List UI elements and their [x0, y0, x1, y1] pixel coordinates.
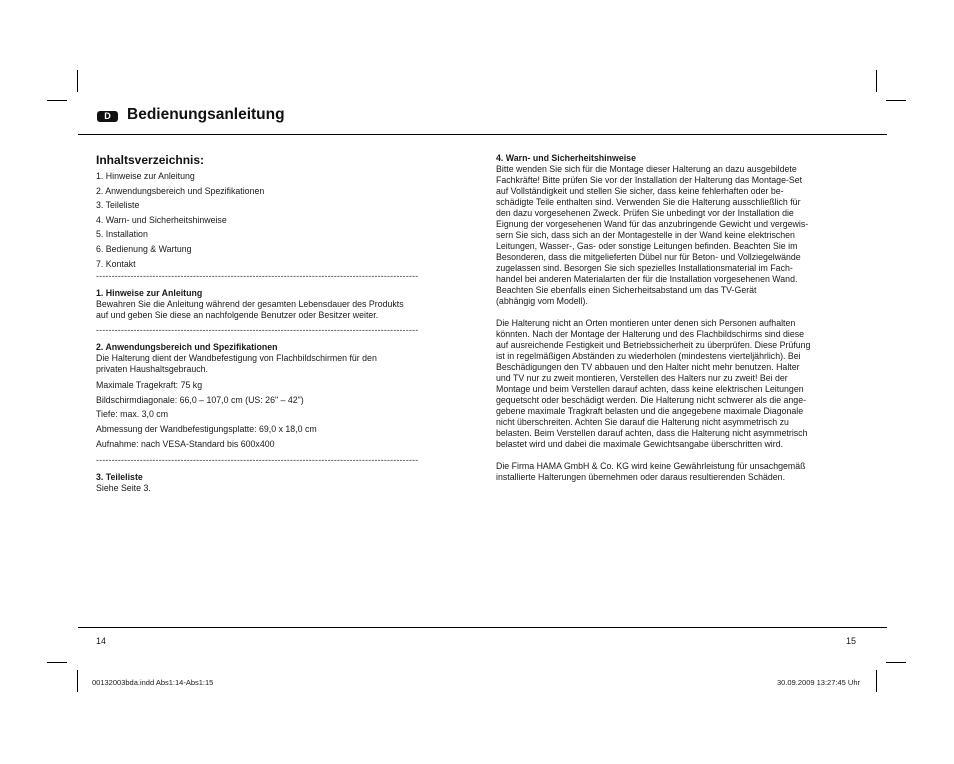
- print-slug-file: 00132003bda.indd Abs1:14-Abs1:15: [92, 678, 214, 687]
- page-number-right: 15: [846, 636, 857, 646]
- separator-line: -------------------------------------------------------------------------------------------------------: [96, 455, 419, 466]
- section-text: Bewahren Sie die Anleitung während der gesamten Lebensdauer des Produkts auf und geben Sie diese an nachfolgende Benutzer oder Besitzer weiter.: [96, 299, 404, 321]
- separator-line: -------------------------------------------------------------------------------------------------------: [96, 325, 419, 336]
- language-badge: D: [97, 111, 118, 122]
- crop-mark: [886, 100, 906, 101]
- safety-paragraph: Die Halterung nicht an Orten montieren unter denen sich Personen aufhalten könnten. Nach der Montage der Halterung und des Flachbildschirms sind diese auf ausreichende Festigkeit und Betriebssicherheit zu überprüfen. Diese Prüfung ist in regelmäßigen Abständen zu wiederholen (mindestens vierteljährlich). Bei Beschädigungen den TV abbauen und den Halter nicht mehr benutzen. Halter und TV nur zu zweit montieren, Verstellen des Halters nur zu zweit! Bei der Montage und beim Verstellen darauf achten, dass keine elektrischen Leitungen gequetscht oder beschädigt werden. Die Halterung nicht schwerer als die ange- gebene maximale Tragkraft belasten und die angegebene maximale Diagonale nicht überschreiten. Achten Sie darauf die Halterung nicht asymmetrisch zu belasten. Beim Verstellen darauf achten, dass die Halterung nicht asymmetrisch belastet wird und dabei die maximale Gewichtsangabe überschritten wird.: [496, 318, 811, 449]
- crop-mark: [886, 662, 906, 663]
- section-title: 2. Anwendungsbereich und Spezifikationen: [96, 342, 278, 353]
- toc-list: [96, 169, 456, 271]
- spec-line: Maximale Tragekraft: 75 kg: [96, 380, 203, 391]
- section-title: 4. Warn- und Sicherheitshinweise: [496, 153, 636, 163]
- crop-mark: [876, 670, 877, 692]
- crop-mark: [77, 670, 78, 692]
- footer-rule: [78, 627, 887, 628]
- toc-item: 4. Warn- und Sicherheitshinweise: [96, 214, 227, 225]
- print-slug-timestamp: 30.09.2009 13:27:45 Uhr: [777, 678, 860, 687]
- right-column: [496, 153, 866, 483]
- crop-mark: [47, 100, 67, 101]
- toc-item: 7. Kontakt: [96, 258, 136, 269]
- spec-line: Aufnahme: nach VESA-Standard bis 600x400: [96, 438, 275, 449]
- page-number-left: 14: [96, 636, 107, 646]
- crop-mark: [876, 70, 877, 92]
- spec-line: Tiefe: max. 3,0 cm: [96, 409, 169, 420]
- crop-mark: [77, 70, 78, 92]
- toc-item: 3. Teileliste: [96, 200, 140, 211]
- header-rule: [78, 134, 887, 135]
- section-title: 3. Teileliste: [96, 472, 143, 483]
- toc-heading: Inhaltsverzeichnis:: [96, 153, 205, 167]
- separator-line: -------------------------------------------------------------------------------------------------------: [96, 271, 419, 282]
- spec-line: Abmessung der Wandbefestigungsplatte: 69,0 x 18,0 cm: [96, 423, 317, 434]
- toc-item: 1. Hinweise zur Anleitung: [96, 171, 195, 181]
- toc-item: 2. Anwendungsbereich und Spezifikationen: [96, 185, 265, 196]
- left-column: [96, 153, 456, 494]
- spec-line: Bildschirmdiagonale: 66,0 – 107,0 cm (US: 26" – 42"): [96, 394, 304, 405]
- page-title: Bedienungsanleitung: [127, 106, 285, 123]
- warranty-paragraph: Die Firma HAMA GmbH & Co. KG wird keine Gewährleistung für unsachgemäß installierte Halterungen übernehmen oder daraus resultierenden Schäden.: [496, 461, 806, 482]
- section-instructions: [96, 288, 456, 321]
- crop-mark: [47, 662, 67, 663]
- section-text: Siehe Seite 3.: [96, 483, 151, 494]
- section-parts-list: [96, 472, 456, 494]
- section-application: [96, 342, 456, 451]
- safety-paragraph: Bitte wenden Sie sich für die Montage dieser Halterung an dazu ausgebildete Fachkräfte! Bitte prüfen Sie vor der Installation der Halterung das Montage-Set auf Vollständigkeit und stellen Sie sicher, dass keine fehlerhaften oder be- schädigte Teile enthalten sind. Verwenden Sie die Halterung ausschließlich für den dazu vorgesehenen Zweck. Prüfen Sie unbedingt vor der Installation die Eignung der vorgesehenen Wand für das anzubringende Gewicht und vergewis- sern Sie sich, dass sich an der Montagestelle in der Wand keine elektrischen Leitungen, Wasser-, Gas- oder sonstige Leitungen befinden. Beachten Sie im Besonderen, dass die mitgelieferten Dübel nur für Beton- und Vollziegelwände zugelassen sind. Besorgen Sie sich spezielles Installationsmaterial im Fach- handel bei anderen Materialarten der für die Installation vorgesehenen Wand. Beachten Sie ebenfalls einen Sicherheitsabstand um das TV-Gerät (abhängig vom Modell).: [496, 164, 809, 306]
- toc-item: 6. Bedienung & Wartung: [96, 243, 192, 254]
- section-title: 1. Hinweise zur Anleitung: [96, 288, 203, 299]
- section-text: Die Halterung dient der Wandbefestigung von Flachbildschirmen für den privaten Haushaltsgebrauch.: [96, 353, 377, 375]
- toc-item: 5. Installation: [96, 229, 148, 240]
